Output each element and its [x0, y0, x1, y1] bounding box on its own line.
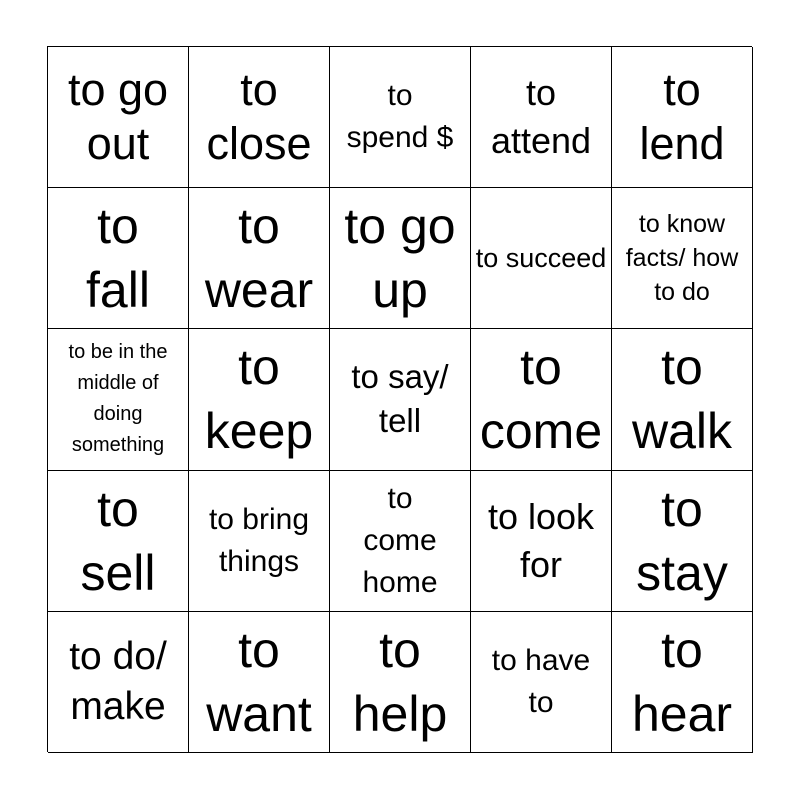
cell-text: to spend $: [346, 79, 454, 155]
cell-text: to lend: [639, 64, 725, 170]
bingo-cell-r4c1[interactable]: [48, 471, 189, 612]
bingo-cell-r1c1[interactable]: [48, 47, 189, 188]
bingo-cell-r4c3[interactable]: [330, 471, 471, 612]
bingo-cell-r1c2[interactable]: [189, 47, 330, 188]
cell-text: to go out: [67, 64, 169, 170]
bingo-cell-r1c4[interactable]: [471, 47, 612, 188]
bingo-cell-r2c2[interactable]: [189, 188, 330, 329]
cell-text: to come: [479, 339, 603, 460]
cell-text: to say/ tell: [351, 358, 449, 440]
cell-text: to help: [352, 621, 448, 742]
bingo-cell-r2c4[interactable]: [471, 188, 612, 329]
bingo-cell-r3c3[interactable]: [330, 329, 471, 470]
cell-text: to look for: [487, 495, 595, 585]
bingo-cell-r1c5[interactable]: [612, 47, 753, 188]
bingo-cell-r3c1[interactable]: [48, 329, 189, 470]
bingo-cell-r3c4[interactable]: [471, 329, 612, 470]
cell-text: to close: [206, 64, 312, 170]
cell-text: to succeed: [475, 243, 607, 274]
cell-text: to walk: [631, 339, 733, 460]
bingo-cell-r3c2[interactable]: [189, 329, 330, 470]
bingo-cell-r2c1[interactable]: [48, 188, 189, 329]
cell-text: to wear: [204, 198, 314, 319]
cell-text: to attend: [490, 72, 592, 162]
bingo-cell-r2c3[interactable]: [330, 188, 471, 329]
cell-text: to bring things: [208, 502, 310, 578]
bingo-cell-r4c2[interactable]: [189, 471, 330, 612]
bingo-cell-r5c2[interactable]: [189, 612, 330, 753]
bingo-board: [47, 46, 752, 752]
cell-text: to sell: [80, 480, 156, 601]
cell-text: to fall: [86, 198, 150, 319]
bingo-cell-r3c5[interactable]: [612, 329, 753, 470]
bingo-cell-r5c4[interactable]: [471, 612, 612, 753]
cell-text: to stay: [636, 480, 728, 601]
cell-text: to come home: [362, 481, 438, 599]
cell-text: to be in the middle of doing something: [68, 341, 168, 457]
cell-text: to want: [206, 621, 312, 742]
cell-text: to keep: [204, 339, 314, 460]
bingo-cell-r4c5[interactable]: [612, 471, 753, 612]
cell-text: to have to: [491, 643, 591, 719]
bingo-cell-r4c4[interactable]: [471, 471, 612, 612]
bingo-cell-r5c3[interactable]: [330, 612, 471, 753]
cell-text: to go up: [344, 198, 456, 319]
bingo-cell-r5c1[interactable]: [48, 612, 189, 753]
cell-text: to know facts/ how to do: [625, 210, 739, 307]
bingo-cell-r2c5[interactable]: [612, 188, 753, 329]
cell-text: to do/ make: [69, 634, 167, 728]
bingo-cell-r1c3[interactable]: [330, 47, 471, 188]
bingo-cell-r5c5[interactable]: [612, 612, 753, 753]
cell-text: to hear: [631, 621, 733, 742]
